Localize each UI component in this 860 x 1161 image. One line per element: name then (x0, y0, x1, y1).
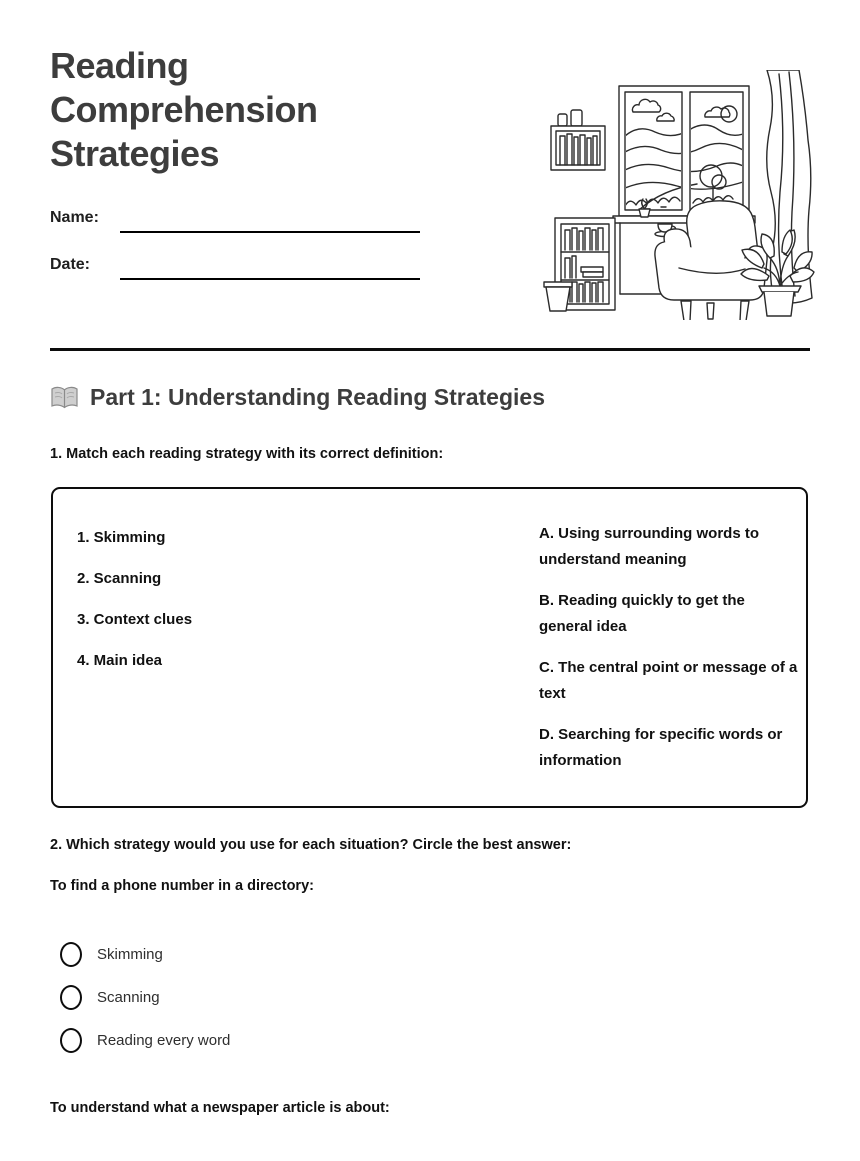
option-row (60, 984, 230, 1010)
option-label: Reading every word (97, 1031, 231, 1049)
radio-option-scanning[interactable] (60, 985, 82, 1010)
page-title: Reading Comprehension Strategies (50, 45, 318, 174)
situation-2-label: To understand what a newspaper article is about: (50, 1100, 390, 1116)
section-divider (50, 348, 810, 351)
radio-option-reading-every-word[interactable] (60, 1028, 82, 1053)
date-label: Date: (50, 256, 91, 273)
option-row (60, 941, 230, 967)
part1-heading (50, 384, 545, 411)
match-term: 3. Context clues (77, 611, 193, 628)
date-input-line[interactable] (120, 278, 420, 280)
floor-pot (544, 282, 572, 287)
option-label: Scanning (97, 988, 160, 1006)
question-2-prompt: 2. Which strategy would you use for each situation? Circle the best answer: (50, 837, 572, 853)
part1-heading-text: Part 1: Understanding Reading Strategies (90, 384, 545, 410)
option-row (60, 1027, 230, 1053)
radio-option-skimming[interactable] (60, 942, 82, 967)
matching-exercise-box (51, 487, 808, 808)
question-1-prompt: 1. Match each reading strategy with its correct definition: (50, 446, 444, 462)
match-definitions-list (539, 521, 801, 789)
name-input-line[interactable] (120, 231, 420, 233)
wall-shelf (551, 110, 605, 170)
match-definition: A. Using surrounding words to understand meaning (539, 525, 759, 568)
match-term: 1. Skimming (77, 529, 166, 546)
match-definition: D. Searching for specific words or information (539, 726, 783, 769)
situation-1-options (60, 941, 230, 1070)
match-definition: C. The central point or message of a text (539, 659, 798, 702)
match-term: 4. Main idea (77, 652, 163, 669)
situation-1-label: To find a phone number in a directory: (50, 878, 314, 894)
option-label: Skimming (97, 945, 163, 963)
open-book-icon (50, 385, 79, 410)
name-label: Name: (50, 209, 99, 226)
match-definition: B. Reading quickly to get the general idea (539, 592, 745, 635)
reading-nook-illustration (543, 70, 815, 320)
match-terms-list (77, 529, 192, 693)
match-term: 2. Scanning (77, 570, 162, 587)
